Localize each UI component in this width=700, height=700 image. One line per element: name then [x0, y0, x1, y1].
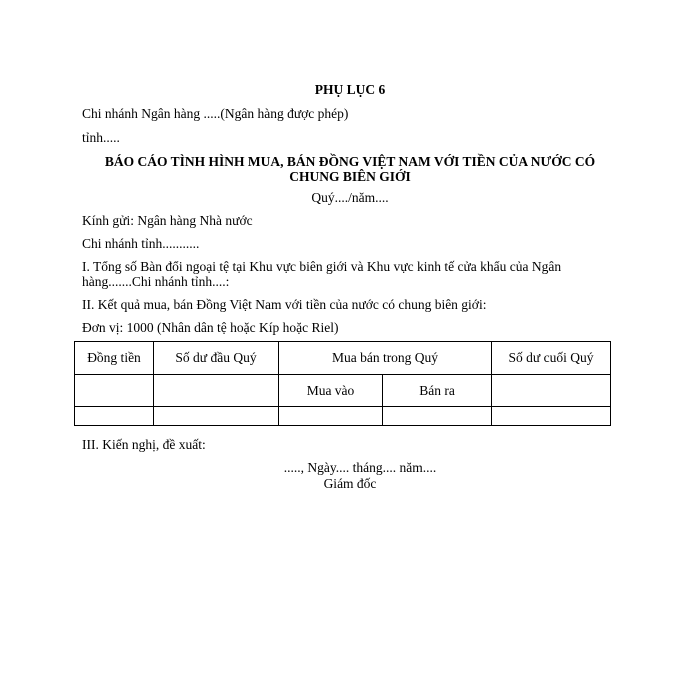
unit-line: Đơn vị: 1000 (Nhân dân tệ hoặc Kíp hoặc Riel)	[82, 320, 339, 335]
table-row	[75, 407, 611, 426]
signer-title: Giám đốc	[323, 476, 377, 491]
section-3-heading: III. Kiến nghị, đề xuất:	[82, 437, 206, 452]
table-cell	[75, 407, 154, 426]
section-1-line-2: hàng.......Chi nhánh tỉnh....:	[82, 274, 230, 289]
section-1-line-1: I. Tổng số Bàn đổi ngoại tệ tại Khu vực biên giới và Khu vực kinh tế cửa khẩu của Ngân	[82, 259, 562, 274]
table-header-row	[75, 342, 611, 375]
date-line: ....., Ngày.... tháng.... năm....	[283, 460, 437, 475]
header-opening-balance: Số dư đầu Quý	[154, 342, 279, 375]
subheader-empty	[154, 375, 279, 407]
subheader-empty	[492, 375, 611, 407]
report-title-line-1: BÁO CÁO TÌNH HÌNH MUA, BÁN ĐỒNG VIỆT NAM VỚI TIỀN CỦA NƯỚC CÓ	[104, 154, 596, 169]
branch-line: Chi nhánh Ngân hàng .....(Ngân hàng được phép)	[82, 106, 349, 121]
recipient: Kính gửi: Ngân hàng Nhà nước	[82, 213, 253, 228]
table-cell	[279, 407, 383, 426]
report-title-line-2: CHUNG BIÊN GIỚI	[289, 169, 411, 184]
header-trading: Mua bán trong Quý	[279, 342, 492, 375]
table-cell	[154, 407, 279, 426]
table-cell	[383, 407, 492, 426]
report-table	[74, 341, 611, 426]
recipient-branch: Chi nhánh tỉnh...........	[82, 236, 200, 251]
subheader-buy: Mua vào	[279, 375, 383, 407]
header-closing-balance: Số dư cuối Quý	[492, 342, 611, 375]
section-2-heading: II. Kết quả mua, bán Đồng Việt Nam với tiền của nước có chung biên giới:	[82, 297, 487, 312]
header-currency: Đồng tiền	[75, 342, 154, 375]
table-subheader-row	[75, 375, 611, 407]
table-cell	[492, 407, 611, 426]
report-period: Quý..../năm....	[311, 190, 389, 205]
province-line: tỉnh.....	[82, 130, 120, 145]
subheader-sell: Bán ra	[383, 375, 492, 407]
subheader-empty	[75, 375, 154, 407]
appendix-title: PHỤ LỤC 6	[314, 82, 386, 97]
